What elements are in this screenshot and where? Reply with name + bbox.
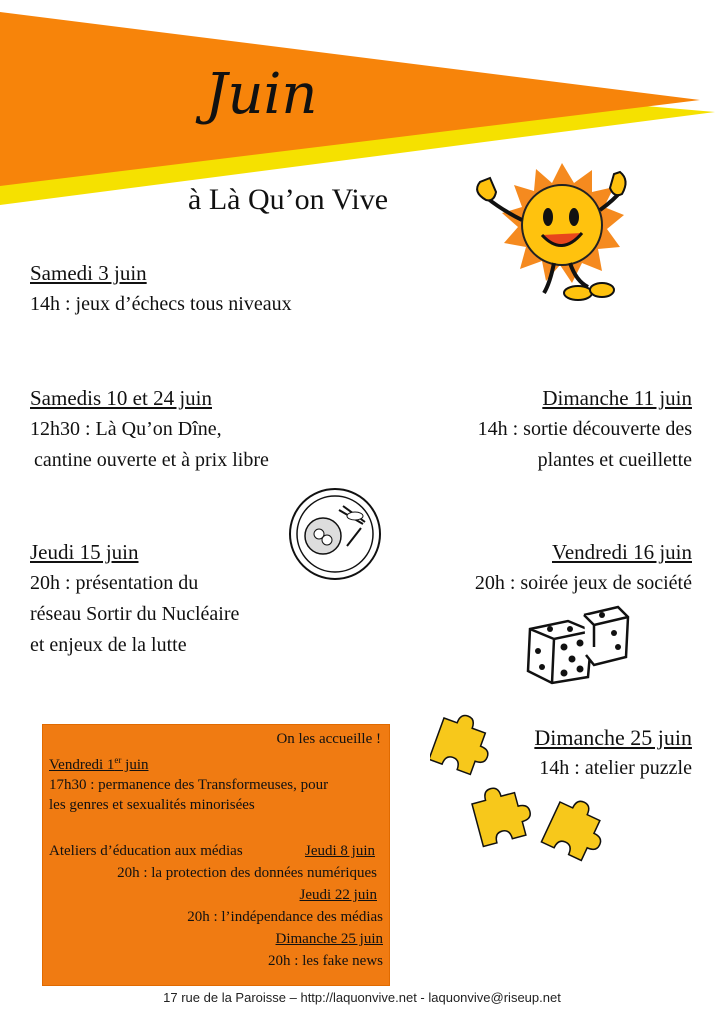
box-jeudi8-date: Jeudi 8 juin <box>305 843 375 859</box>
event-samedis-10-24 <box>30 383 269 476</box>
event-date: Samedis 10 et 24 juin <box>30 386 212 410</box>
event-line: et enjeux de la lutte <box>30 634 187 656</box>
event-date: Vendredi 16 juin <box>552 540 692 564</box>
box-heading: On les accueille ! <box>276 731 381 747</box>
event-vendredi-16 <box>475 537 692 599</box>
sun-mascot-icon <box>462 150 642 310</box>
event-line: 12h30 : Là Qu’on Dîne, <box>30 418 222 440</box>
event-line: réseau Sortir du Nucléaire <box>30 603 240 625</box>
box-jeudi22-line: 20h : l’indépendance des médias <box>187 909 383 925</box>
page-title: Juin <box>205 62 318 127</box>
event-date: Dimanche 11 juin <box>542 386 692 410</box>
box-dimanche25-line: 20h : les fake news <box>268 953 383 969</box>
event-dimanche-11 <box>478 383 692 476</box>
plate-icon <box>287 486 383 582</box>
guests-box <box>42 724 390 986</box>
event-line: plantes et cueillette <box>537 449 692 471</box>
event-samedi-3 <box>30 258 292 320</box>
box-vendredi-date: Vendredi 1er juin <box>49 755 149 773</box>
puzzle-pieces-icon <box>430 712 620 862</box>
event-date: Dimanche 25 juin <box>534 725 692 750</box>
event-line: 14h : atelier puzzle <box>539 757 692 779</box>
event-date: Jeudi 15 juin <box>30 540 139 564</box>
box-jeudi8-line: 20h : la protection des données numériques <box>117 865 377 881</box>
event-date: Samedi 3 juin <box>30 261 147 285</box>
event-jeudi-15 <box>30 537 239 661</box>
event-line: cantine ouverte et à prix libre <box>34 449 269 471</box>
event-line: 20h : présentation du <box>30 572 199 594</box>
box-vendredi-line1: 17h30 : permanence des Transformeuses, pour <box>49 777 329 793</box>
box-dimanche25-date: Dimanche 25 juin <box>275 931 383 947</box>
dice-icon <box>522 603 632 687</box>
event-line: 20h : soirée jeux de société <box>474 572 692 594</box>
box-vendredi-line2: les genres et sexualités minorisées <box>49 797 255 813</box>
page-subtitle: à Là Qu’on Vive <box>188 183 389 216</box>
box-ateliers: Ateliers d’éducation aux médias <box>49 843 243 859</box>
event-line: 14h : jeux d’échecs tous niveaux <box>30 293 292 315</box>
event-line: 14h : sortie découverte des <box>477 418 692 440</box>
box-jeudi22-date: Jeudi 22 juin <box>299 887 377 903</box>
footer: 17 rue de la Paroisse – http://laquonvive.net - laquonvive@riseup.net <box>163 990 561 1005</box>
